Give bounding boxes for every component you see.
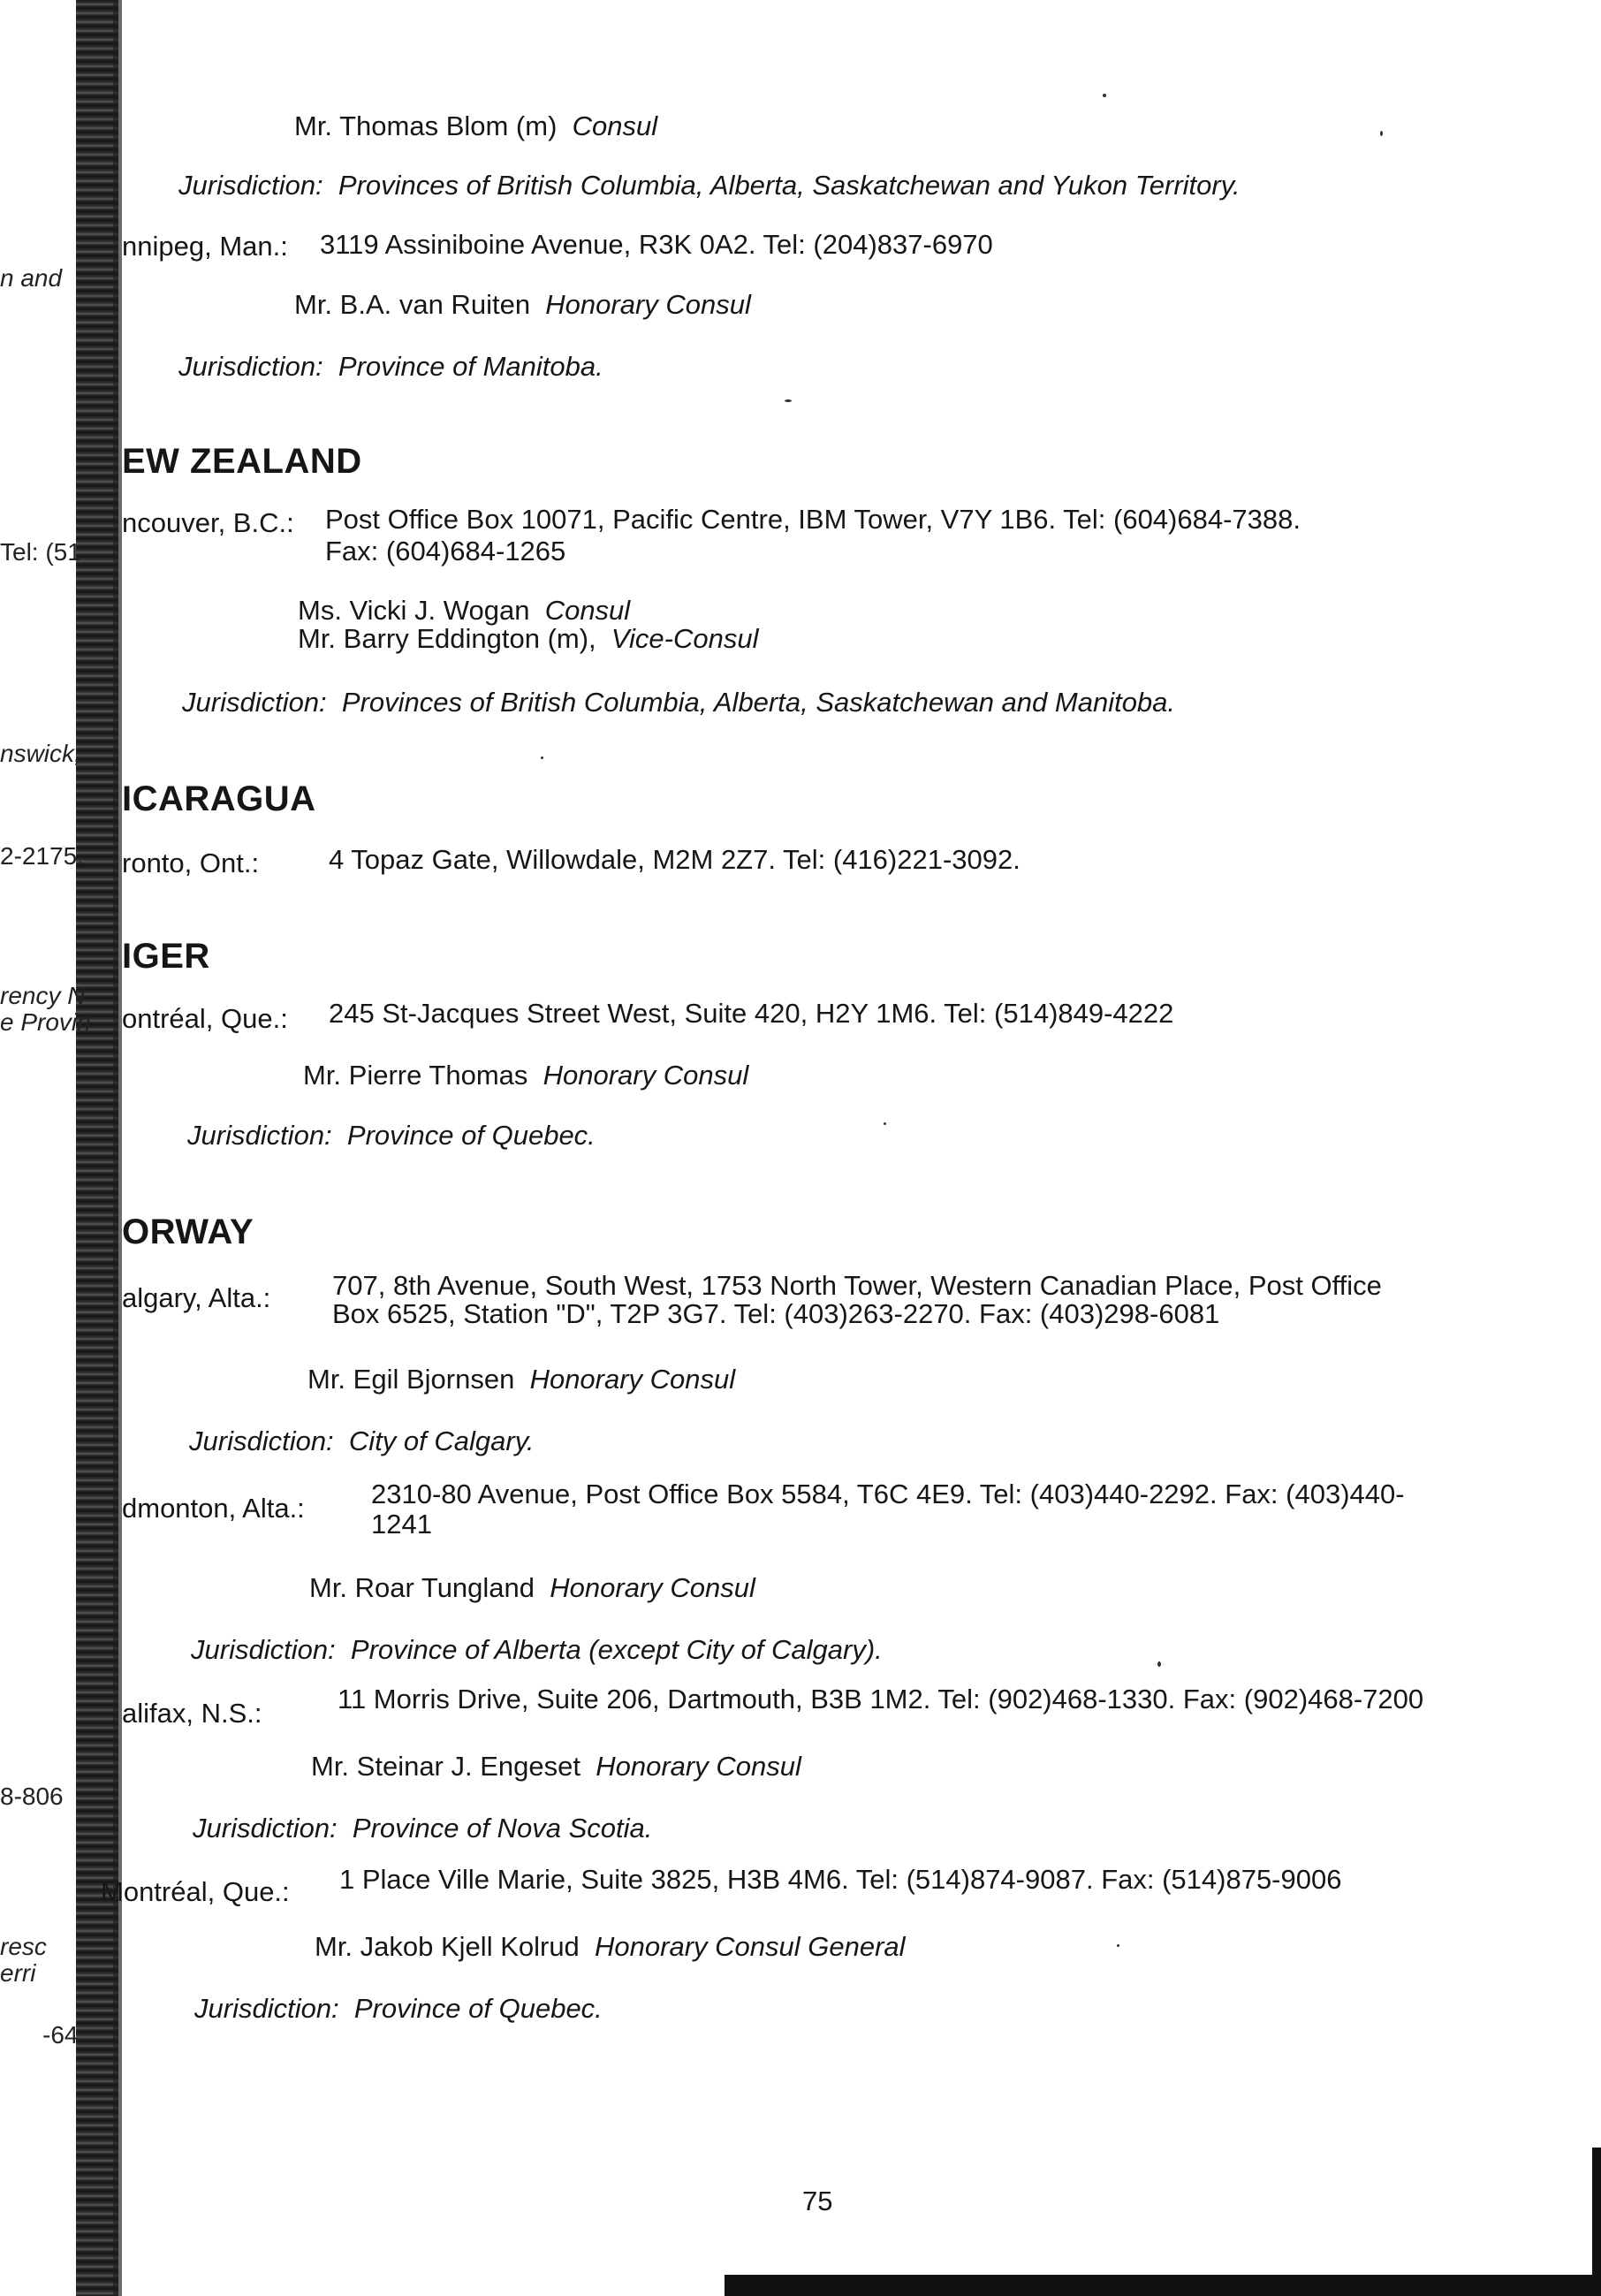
city-label: ncouver, B.C.: — [122, 507, 294, 538]
jurisdiction-line: Jurisdiction: Province of Manitoba. — [178, 351, 603, 382]
address-line: 4 Topaz Gate, Willowdale, M2M 2Z7. Tel: (416)221-3092. — [329, 844, 1021, 875]
consul-name: Ms. Vicki J. Wogan Consul — [298, 595, 631, 626]
margin-fragment: 8-806 — [0, 1783, 64, 1810]
jurisdiction-line: Jurisdiction: Province of Quebec. — [194, 1993, 603, 2024]
city-label: algary, Alta.: — [122, 1282, 271, 1313]
consul-name: Mr. Barry Eddington (m), Vice-Consul — [298, 623, 759, 654]
consul-name: Mr. B.A. van Ruiten Honorary Consul — [294, 289, 751, 320]
city-label: alifax, N.S.: — [122, 1698, 262, 1729]
dust-speck — [884, 1122, 886, 1125]
address-line: 1241 — [371, 1509, 432, 1540]
margin-fragment: n and — [0, 264, 63, 292]
page-number: 75 — [802, 2186, 833, 2216]
country-heading: IGER — [122, 937, 210, 976]
city-label: dmonton, Alta.: — [122, 1493, 305, 1524]
jurisdiction-line: Jurisdiction: Province of Quebec. — [187, 1120, 596, 1151]
city-label: ronto, Ont.: — [122, 848, 260, 878]
city-label: nnipeg, Man.: — [122, 231, 288, 262]
country-heading: ORWAY — [122, 1213, 254, 1251]
consul-name: Mr. Pierre Thomas Honorary Consul — [303, 1060, 749, 1091]
address-line: Post Office Box 10071, Pacific Centre, IBM Tower, V7Y 1B6. Tel: (604)684-7388. — [325, 504, 1301, 535]
dust-speck — [541, 756, 543, 759]
book-spine-shadow — [76, 0, 118, 2296]
margin-fragment: erri — [0, 1959, 36, 1987]
consul-name: Mr. Roar Tungland Honorary Consul — [309, 1572, 755, 1603]
country-heading: EW ZEALAND — [122, 442, 362, 481]
city-label: Montréal, Que.: — [101, 1876, 290, 1907]
address-line: 1 Place Ville Marie, Suite 3825, H3B 4M6. Tel: (514)874-9087. Fax: (514)875-9006 — [339, 1864, 1342, 1895]
consul-name: Mr. Egil Bjornsen Honorary Consul — [307, 1364, 736, 1395]
margin-fragment: nswick, — [0, 740, 81, 767]
jurisdiction-line: Jurisdiction: Provinces of British Columbia, Alberta, Saskatchewan and Manitoba. — [182, 687, 1176, 718]
spine-edge — [113, 0, 122, 2296]
margin-fragment: -64 — [42, 2021, 79, 2049]
address-line: Fax: (604)684-1265 — [325, 536, 566, 566]
dust-speck — [1157, 1661, 1161, 1667]
scan-bottom-border — [725, 2275, 1601, 2296]
jurisdiction-line: Jurisdiction: Province of Alberta (except City of Calgary). — [191, 1634, 883, 1665]
consul-name: Mr. Steinar J. Engeset Honorary Consul — [311, 1751, 801, 1782]
country-heading: ICARAGUA — [122, 779, 316, 818]
jurisdiction-line: Jurisdiction: Province of Nova Scotia. — [193, 1813, 653, 1844]
address-line: 707, 8th Avenue, South West, 1753 North Tower, Western Canadian Place, Post Office — [332, 1270, 1382, 1301]
consul-name: Mr. Jakob Kjell Kolrud Honorary Consul General — [315, 1931, 906, 1962]
scan-right-border — [1592, 2148, 1601, 2296]
jurisdiction-line: Jurisdiction: Provinces of British Columbia, Alberta, Saskatchewan and Yukon Territory. — [178, 170, 1241, 201]
address-line: 2310-80 Avenue, Post Office Box 5584, T6C 4E9. Tel: (403)440-2292. Fax: (403)440- — [371, 1479, 1405, 1509]
margin-fragment: 2-2175. — [0, 842, 84, 870]
dust-speck — [1380, 131, 1383, 136]
dust-speck — [785, 399, 792, 402]
jurisdiction-line: Jurisdiction: City of Calgary. — [189, 1425, 535, 1456]
margin-fragment: e Provin — [0, 1008, 91, 1036]
address-line: 11 Morris Drive, Suite 206, Dartmouth, B3B 1M2. Tel: (902)468-1330. Fax: (902)468-7200 — [338, 1684, 1424, 1714]
consul-name: Mr. Thomas Blom (m) Consul — [294, 110, 658, 141]
margin-fragment: Tel: (51 — [0, 538, 81, 566]
address-line: 245 St-Jacques Street West, Suite 420, H2Y 1M6. Tel: (514)849-4222 — [329, 998, 1174, 1029]
address-line: 3119 Assiniboine Avenue, R3K 0A2. Tel: (204)837-6970 — [320, 229, 993, 260]
margin-fragment: rency N — [0, 982, 86, 1009]
city-label: ontréal, Que.: — [122, 1003, 288, 1034]
dust-speck — [1103, 94, 1106, 97]
dust-speck — [1117, 1944, 1119, 1947]
consul-title: Consul — [572, 110, 658, 141]
margin-fragment: resc — [0, 1933, 47, 1960]
address-line: Box 6525, Station "D", T2P 3G7. Tel: (403)263-2270. Fax: (403)298-6081 — [332, 1298, 1220, 1329]
